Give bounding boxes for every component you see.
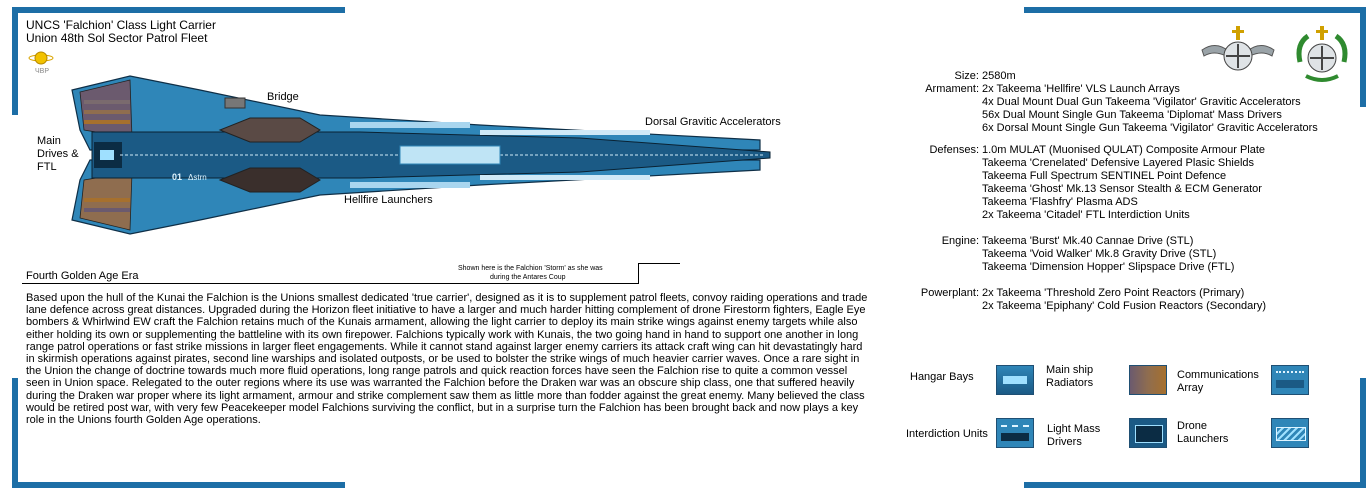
- powerplant-item: 2x Takeema 'Epiphany' Cold Fusion Reactors (Secondary): [982, 300, 1267, 312]
- sector-emblem-icon: [1290, 22, 1354, 86]
- engine-item: Takeema 'Dimension Hopper' Slipspace Drive (FTL): [982, 261, 1235, 273]
- spec-size-value: 2580m: [982, 70, 1016, 82]
- armament-item: 2x Takeema 'Hellfire' VLS Launch Arrays: [982, 83, 1180, 95]
- defense-item: 2x Takeema 'Citadel' FTL Interdiction Units: [982, 209, 1190, 221]
- armament-item: 6x Dorsal Mount Single Gun Takeema 'Vigilator' Gravitic Accelerators: [982, 122, 1318, 134]
- ship-illustration: [60, 70, 780, 240]
- legend-interdiction-swatch: [996, 418, 1034, 448]
- defense-item: Takeema 'Ghost' Mk.13 Sensor Stealth & ECM Generator: [982, 183, 1262, 195]
- legend-main-radiators-label-2: Radiators: [1046, 377, 1094, 389]
- legend-main-radiators-label-1: Main ship: [1046, 364, 1094, 376]
- legend-hangar-bays-swatch: [996, 365, 1034, 395]
- spec-defenses-values: [982, 144, 1265, 222]
- caption-line: [638, 263, 680, 264]
- legend-hangar-bays-label: Hangar Bays: [910, 371, 974, 383]
- frame-top-left: [12, 7, 345, 13]
- defense-item: Takeema 'Crenelated' Defensive Layered Plasic Shields: [982, 157, 1255, 169]
- spec-powerplant-values: [982, 287, 1266, 313]
- callout-bridge: Bridge: [267, 91, 299, 103]
- callout-hellfire-launchers: Hellfire Launchers: [344, 194, 433, 206]
- frame-bottom-left: [12, 482, 345, 488]
- hull-name: Δstrn: [188, 173, 207, 182]
- callout-main-drives-3: FTL: [37, 161, 57, 173]
- legend-main-radiators-swatch: [1129, 365, 1167, 395]
- callout-main-drives-2: Drives &: [37, 148, 79, 160]
- spec-powerplant-label: Powerplant:: [920, 287, 979, 299]
- legend-drone-label-2: Launchers: [1177, 433, 1229, 445]
- defense-item: Takeema 'Flashfry' Plasma ADS: [982, 196, 1138, 208]
- legend-comms-label-1: Communications: [1177, 369, 1259, 381]
- legend-drone-swatch: [1271, 418, 1309, 448]
- logo-caption: ЧВР: [35, 68, 50, 75]
- frame-right-bottom: [1360, 378, 1366, 488]
- powerplant-item: 2x Takeema 'Threshold Zero Point Reactors (Primary): [982, 287, 1245, 299]
- spec-defenses-label: Defenses:: [929, 144, 979, 156]
- caption-line1: Shown here is the Falchion 'Storm' as she was: [458, 265, 603, 272]
- legend-drone-label-1: Drone: [1177, 420, 1207, 432]
- defense-item: 1.0m MULAT (Muonised QULAT) Composite Armour Plate: [982, 144, 1266, 156]
- legend-light-mass-swatch: [1129, 418, 1167, 448]
- ship-class-title: UNCS 'Falchion' Class Light Carrier: [26, 18, 216, 32]
- spec-engine-values: [982, 235, 1234, 274]
- spec-armament-label: Armament:: [925, 83, 979, 95]
- spec-size-label: Size:: [954, 70, 979, 82]
- legend-comms-label-2: Array: [1177, 382, 1204, 394]
- engine-item: Takeema 'Burst' Mk.40 Cannae Drive (STL): [982, 235, 1194, 247]
- armament-item: 56x Dual Mount Single Gun Takeema 'Diplomat' Mass Drivers: [982, 109, 1282, 121]
- frame-left-top: [12, 7, 18, 115]
- legend-comms-swatch: [1271, 365, 1309, 395]
- ship-description: Based upon the hull of the Kunai the Falchion is the Unions smallest dedicated 'true carrier', designed as it is to supplement patrol fleets, convoy raiding operations and trade lane defence across great distances. Upgraded during the Horizon fleet initiative to have a larger and much harder hitting complement of drone Firestorm fighters, Eagle Eye bombers & Whirlwind EW craft the Falchion retains much of the Kunais armament, allowing the light carrier to deploy its main strike wings against enemy targets while also either holding its own or supplementing the battleline with its own firepower. Falchions typically work with Kunais, the two going hand in hand to support one another in long range patrol operations or fast strike missions in larger fleet engagements. While it cannot stand against larger enemy carriers its attack craft wing can hit devastatingly hard in skirmish operations against pirates, second line warships and isolated outposts, or be used to bolster the strike wings of much heavier carrier waves. Once a rare sight in the Union the change of doctrine towards much more fluid operations, long range patrols and quick reaction forces have seen the Falchion rise to quite a common vessel seen in Union space. Relegated to the outer regions where its use was warranted the Falchion before the Draken war was an obscure ship class, one that suffered heavily during the Draken war proper where its light armament, armour and strike complement saw them as little more than fodder against the great enemy. Many believed the class would be retired post war, with very few Peacekeeper model Falchions surviving the conflict, but in a surprise turn the Falchion has been brought back and now plays a key role in the Unions fourth Golden Age operations.: [26, 292, 868, 427]
- spec-size-values: [982, 70, 1016, 83]
- engine-item: Takeema 'Void Walker' Mk.8 Gravity Drive (STL): [982, 248, 1217, 260]
- caption-line2: during the Antares Coup: [490, 274, 566, 281]
- legend-light-mass-label-1: Light Mass: [1047, 423, 1101, 435]
- legend-interdiction-label: Interdiction Units: [906, 428, 988, 440]
- hull-number: 01: [172, 172, 183, 182]
- spec-armament-values: [982, 83, 1318, 135]
- callout-dorsal-accelerators: Dorsal Gravitic Accelerators: [645, 116, 781, 128]
- caption-line-vertical: [638, 263, 639, 284]
- era-underline: [22, 283, 638, 284]
- union-emblem-icon: [1196, 22, 1280, 86]
- callout-main-drives-1: Main: [37, 135, 61, 147]
- frame-left-bottom: [12, 378, 18, 488]
- frame-top-right: [1024, 7, 1366, 13]
- frame-bottom-right: [1024, 482, 1366, 488]
- armament-item: 4x Dual Mount Dual Gun Takeema 'Vigilator' Gravitic Accelerators: [982, 96, 1301, 108]
- frame-right-top: [1360, 7, 1366, 107]
- fleet-subtitle: Union 48th Sol Sector Patrol Fleet: [26, 31, 208, 45]
- defense-item: Takeema Full Spectrum SENTINEL Point Defence: [982, 170, 1227, 182]
- era-label: Fourth Golden Age Era: [26, 270, 139, 282]
- spec-engine-label: Engine:: [941, 235, 979, 247]
- legend-light-mass-label-2: Drivers: [1047, 436, 1082, 448]
